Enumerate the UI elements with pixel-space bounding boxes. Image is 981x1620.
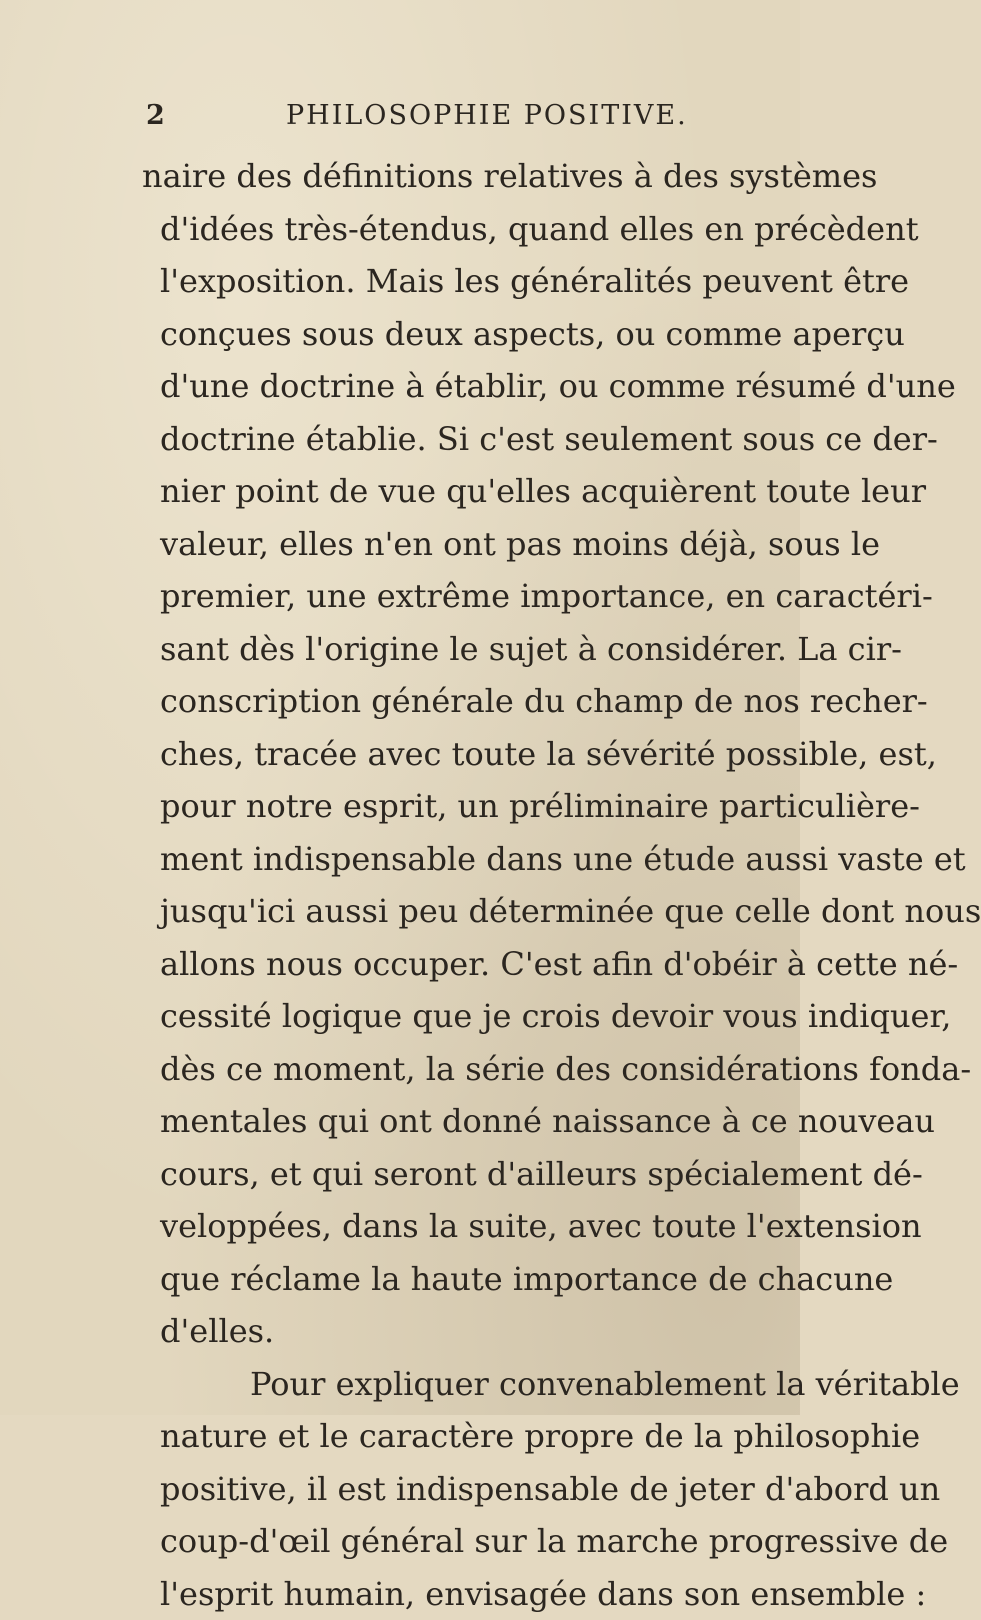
text-line: l'esprit humain, envisagée dans son ensemble : <box>160 1568 760 1620</box>
text-line: l'exposition. Mais les généralités peuvent être <box>160 255 760 308</box>
text-line: que réclame la haute importance de chacune <box>160 1253 760 1306</box>
text-line: d'idées très-étendus, quand elles en précèdent <box>160 203 760 256</box>
text-line: conçues sous deux aspects, ou comme aperçu <box>160 308 760 361</box>
text-line: nature et le caractère propre de la philosophie <box>160 1410 760 1463</box>
text-line: coup-d'œil général sur la marche progressive de <box>160 1515 760 1568</box>
text-line: nier point de vue qu'elles acquièrent toute leur <box>160 465 760 518</box>
text-line: pour notre esprit, un préliminaire particulière- <box>160 780 760 833</box>
text-line: d'elles. <box>160 1305 760 1358</box>
text-line: ment indispensable dans une étude aussi vaste et <box>160 833 760 886</box>
text-line: cours, et qui seront d'ailleurs spécialement dé- <box>160 1148 760 1201</box>
page-header <box>146 100 746 140</box>
text-line: veloppées, dans la suite, avec toute l'extension <box>160 1200 760 1253</box>
text-line: positive, il est indispensable de jeter d'abord un <box>160 1463 760 1516</box>
text-line: dès ce moment, la série des considérations fonda- <box>160 1043 760 1096</box>
text-line: valeur, elles n'en ont pas moins déjà, sous le <box>160 518 760 571</box>
text-line: conscription générale du champ de nos recher- <box>160 675 760 728</box>
text-line: naire des définitions relatives à des systèmes <box>142 150 764 203</box>
text-line: mentales qui ont donné naissance à ce nouveau <box>160 1095 760 1148</box>
text-line: jusqu'ici aussi peu déterminée que celle dont nous <box>160 885 760 938</box>
text-line: allons nous occuper. C'est afin d'obéir à cette né- <box>160 938 760 991</box>
text-line: ches, tracée avec toute la sévérité possible, est, <box>160 728 760 781</box>
text-line: sant dès l'origine le sujet à considérer. La cir- <box>160 623 760 676</box>
page-number: 2 <box>146 100 166 131</box>
body-text <box>160 150 760 1620</box>
running-title: PHILOSOPHIE POSITIVE. <box>286 100 688 131</box>
text-line: d'une doctrine à établir, ou comme résumé d'une <box>160 360 760 413</box>
text-line: Pour expliquer convenablement la véritable <box>160 1358 760 1411</box>
text-line: doctrine établie. Si c'est seulement sous ce der- <box>160 413 760 466</box>
text-line: cessité logique que je crois devoir vous indiquer, <box>160 990 760 1043</box>
text-line: premier, une extrême importance, en caractéri- <box>160 570 760 623</box>
